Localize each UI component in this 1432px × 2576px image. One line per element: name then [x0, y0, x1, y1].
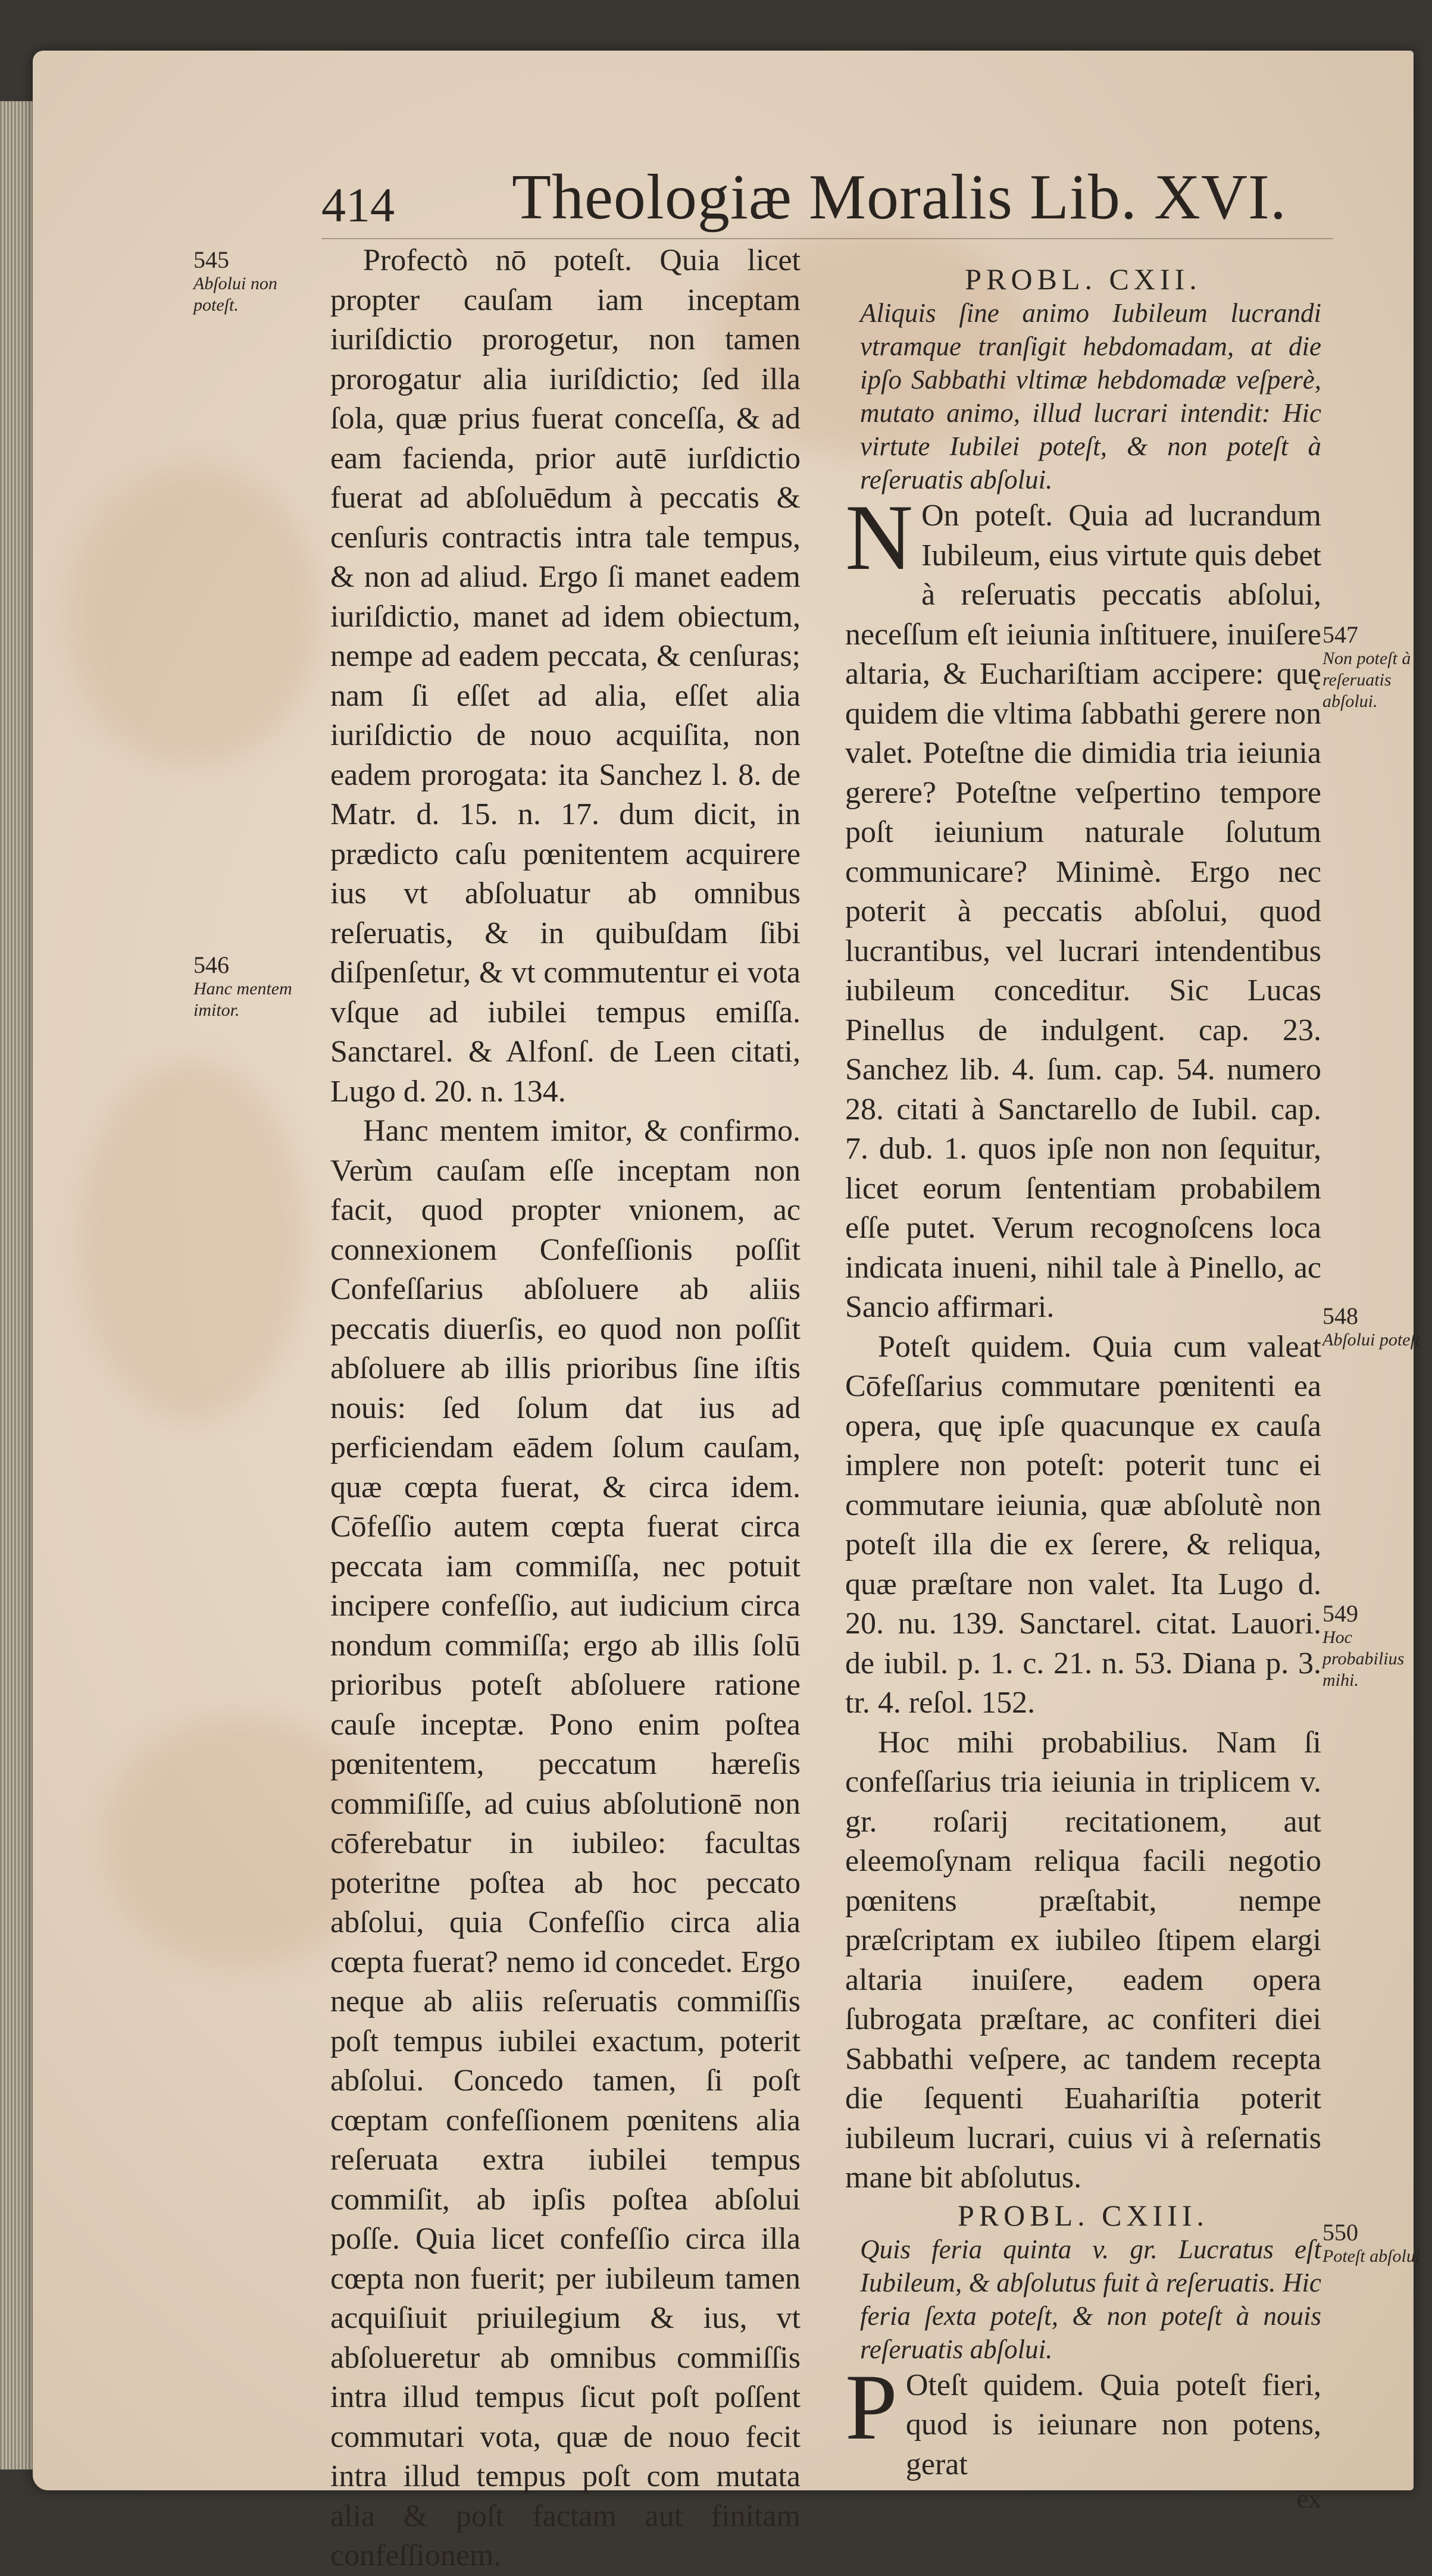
- margin-note-text: Abſolui non poteſt.: [193, 274, 277, 315]
- header-rule: [321, 238, 1333, 239]
- paragraph: Poteſt quidem. Quia cum valeat Cōfeſſarius commutare pœnitenti ea opera, quę ipſe quacunque ex cauſa implere non poteſt: poterit tunc ei commutare ieiunia, quæ abſolutè non poteſt illa die ex ſerere, & reliqua, quæ præſtare non valet. Ita Lugo d. 20. nu. 139. Sanctarel. citat. Lauori. de iubil. p. 1. c. 21. n. 53. Diana p. 3. tr. 4. reſol. 152.: [845, 1329, 1321, 1720]
- foxing-stain: [68, 467, 318, 765]
- paragraph-text: On poteſt. Quia ad lucrandum Iubileum, eius virtute quis debet à reſeruatis peccatis abſolui, neceſſum eſt ieiunia inſtituere, inuiſere altaria, & Euchariſtiam accipere: quę quidem die vltima ſabbathi gerere non valet. Poteſtne die dimidia tria ieiunia gerere? Poteſtne veſpertino tempore poſt ieiunium naturale ſolutum communicare? Minimè. Ergo nec poterit à peccatis abſolui, quod lucrantibus, vel lucrari intendentibus iubileum conceditur. Sic Lucas Pinellus de indulgent. cap. 23. Sanchez lib. 4. ſum. cap. 54. numero 28. citati à Sanctarello de Iubil. cap. 7. dub. 1. quos ipſe non non ſequitur, licet eorum ſententiam probabilem eſſe putet. Verum recognoſcens loca indicata inueni, nihil tale à Pinello, ac Sancio affirmari.: [845, 499, 1321, 1324]
- catchword: ex: [1296, 2484, 1321, 2514]
- paragraph: Hoc mihi probabilius. Nam ſi confeſſarius tria ieiunia in triplicem v. gr. roſarij recitationem, aut eleemoſynam reliqua facili negotio pœnitens præſtabit, nempe præſcriptam ex iubileo ſtipem elargi altaria inuiſere, eadem opera ſubrogata præſtare, ac confiteri diei Sabbathi veſpere, ac tandem recepta die ſequenti Euahariſtia poterit iubileum lucrari, cuius vi à reſernatis mane bit abſolutus.: [845, 1725, 1321, 2195]
- foxing-stain: [80, 1062, 307, 1419]
- paragraph: Hanc mentem imitor, & confirmo. Verùm cauſam eſſe inceptam non facit, quod propter vnionem, ac connexionem Confeſſionis poſſit Confeſſarius abſoluere ab aliis peccatis diuerſis, eo quod non poſſit abſoluere ab illis prioribus ſine iſtis nouis: ſed ſolum dat ius ad perficiendam eādem ſolum cauſam, quæ cœpta fuerat, & circa idem. Cōfeſſio autem cœpta fuerat circa peccata iam commiſſa, nec potuit incipere confeſſio, aut iudicium circa nondum commiſſa; ergo ab illis ſolū prioribus poteſt abſoluere ratione cauſe inceptæ. Pono enim poſtea pœnitentem, peccatum hæreſis commiſiſſe, ad cuius abſolutionē non cōferebatur in iubileo: facultas poteritne poſtea ab hoc peccato abſolui, quia Confeſſio circa alia cœpta fuerat? nemo id concedet. Ergo neque ab aliis reſeruatis commiſſis poſt tempus iubilei exactum, poterit abſolui. Concedo tamen, ſi poſt cœptam confeſſionem pœnitens alia reſeruata extra iubilei tempus commiſit, ab ipſis poſtea abſolui poſſe. Quia licet confeſſio circa illa cœpta non fuerit; per iubileum tamen acquiſiuit priuilegium & ius, vt abſolueretur ab omnibus commiſſis intra illud tempus ſicut poſt poſſent commutari vota, quæ de nouo fecit intra illud tempus poſt com mutata alia & poſt factam aut finitam confeſſionem.: [330, 1114, 801, 2572]
- margin-note-number: 549: [1322, 1600, 1358, 1627]
- margin-note-text: Abſolui poteſt: [1322, 1330, 1421, 1350]
- running-title: Theologiæ Moralis Lib. XVI.: [512, 162, 1287, 233]
- margin-note-546: [193, 952, 304, 1021]
- margin-note-text: Non poteſt à reſeruatis abſolui.: [1322, 649, 1411, 711]
- margin-note-545: [193, 247, 304, 316]
- margin-note-text: Hoc probabilius mihi.: [1322, 1627, 1405, 1690]
- margin-note-number: 547: [1322, 621, 1358, 648]
- margin-note-550: [1322, 2220, 1432, 2267]
- problem-heading: PROBL. CXIII.: [957, 2198, 1209, 2232]
- right-column: [845, 262, 1321, 2514]
- paragraph-text: Oteſt quidem. Quia poteſt fieri, quod is ieiunare non potens, gerat: [905, 2368, 1321, 2481]
- margin-note-text: Poteſt abſolui: [1322, 2246, 1421, 2266]
- problem-heading: PROBL. CXII.: [965, 262, 1202, 296]
- margin-note-number: 548: [1322, 1303, 1358, 1329]
- drop-cap: N: [845, 486, 914, 590]
- drop-cap: P: [845, 2355, 898, 2459]
- problem-question: Quis feria quinta v. gr. Lucratus eſt Iubileum, & abſolutus fuit à reſeruatis. Hic feria ſexta poteſt, & non poteſt à nouis reſeruatis abſolui.: [860, 2234, 1321, 2364]
- margin-note-text: Hanc mentem imitor.: [193, 979, 292, 1020]
- paragraph: Profectò nō poteſt. Quia licet propter cauſam iam inceptam iuriſdictio prorogetur, non tamen prorogatur alia iuriſdictio; ſed illa ſola, quæ prius fuerat conceſſa, & ad eam facienda, prior autē iurſdictio fuerat ad abſoluēdum à peccatis & cenſuris contractis intra tale tempus, & non ad aliud. Ergo ſi manet eadem iuriſdictio, manet ad idem obiectum, nempe ad eadem peccata, & cenſuras; nam ſi eſſet ad alia, eſſet alia iuriſdictio de nouo acquiſita, non eadem prorogata: ita Sanchez l. 8. de Matr. d. 15. n. 17. dum dicit, in prædicto caſu pœnitentem acquirere ius vt abſoluatur ab omnibus reſeruatis, & in quibuſdam ſibi diſpenſetur, & vt commutentur ei vota vſque ad iubilei tempus emiſſa. Sanctarel. & Alfonſ. de Leen citati, Lugo d. 20. n. 134.: [330, 243, 801, 1109]
- page-number: 414: [321, 178, 395, 232]
- margin-note-number: 545: [193, 246, 229, 273]
- paragraph: [845, 2355, 1321, 2485]
- margin-note-548: [1322, 1303, 1432, 1351]
- margin-note-number: 546: [193, 951, 229, 978]
- margin-note-number: 550: [1322, 2219, 1358, 2246]
- left-column: [330, 241, 801, 2576]
- margin-note-547: [1322, 622, 1432, 712]
- paragraph: [845, 486, 1321, 1328]
- problem-question: Aliquis ſine animo Iubileum lucrandi vtramque tranſigit hebdomadam, at die ipſo Sabbathi vltimæ hebdomadæ veſperè, mutato animo, illud lucrari intendit: Hic virtute Iubilei poteſt, & non poteſt à reſeruatis abſolui.: [860, 298, 1321, 494]
- margin-note-549: [1322, 1601, 1432, 1691]
